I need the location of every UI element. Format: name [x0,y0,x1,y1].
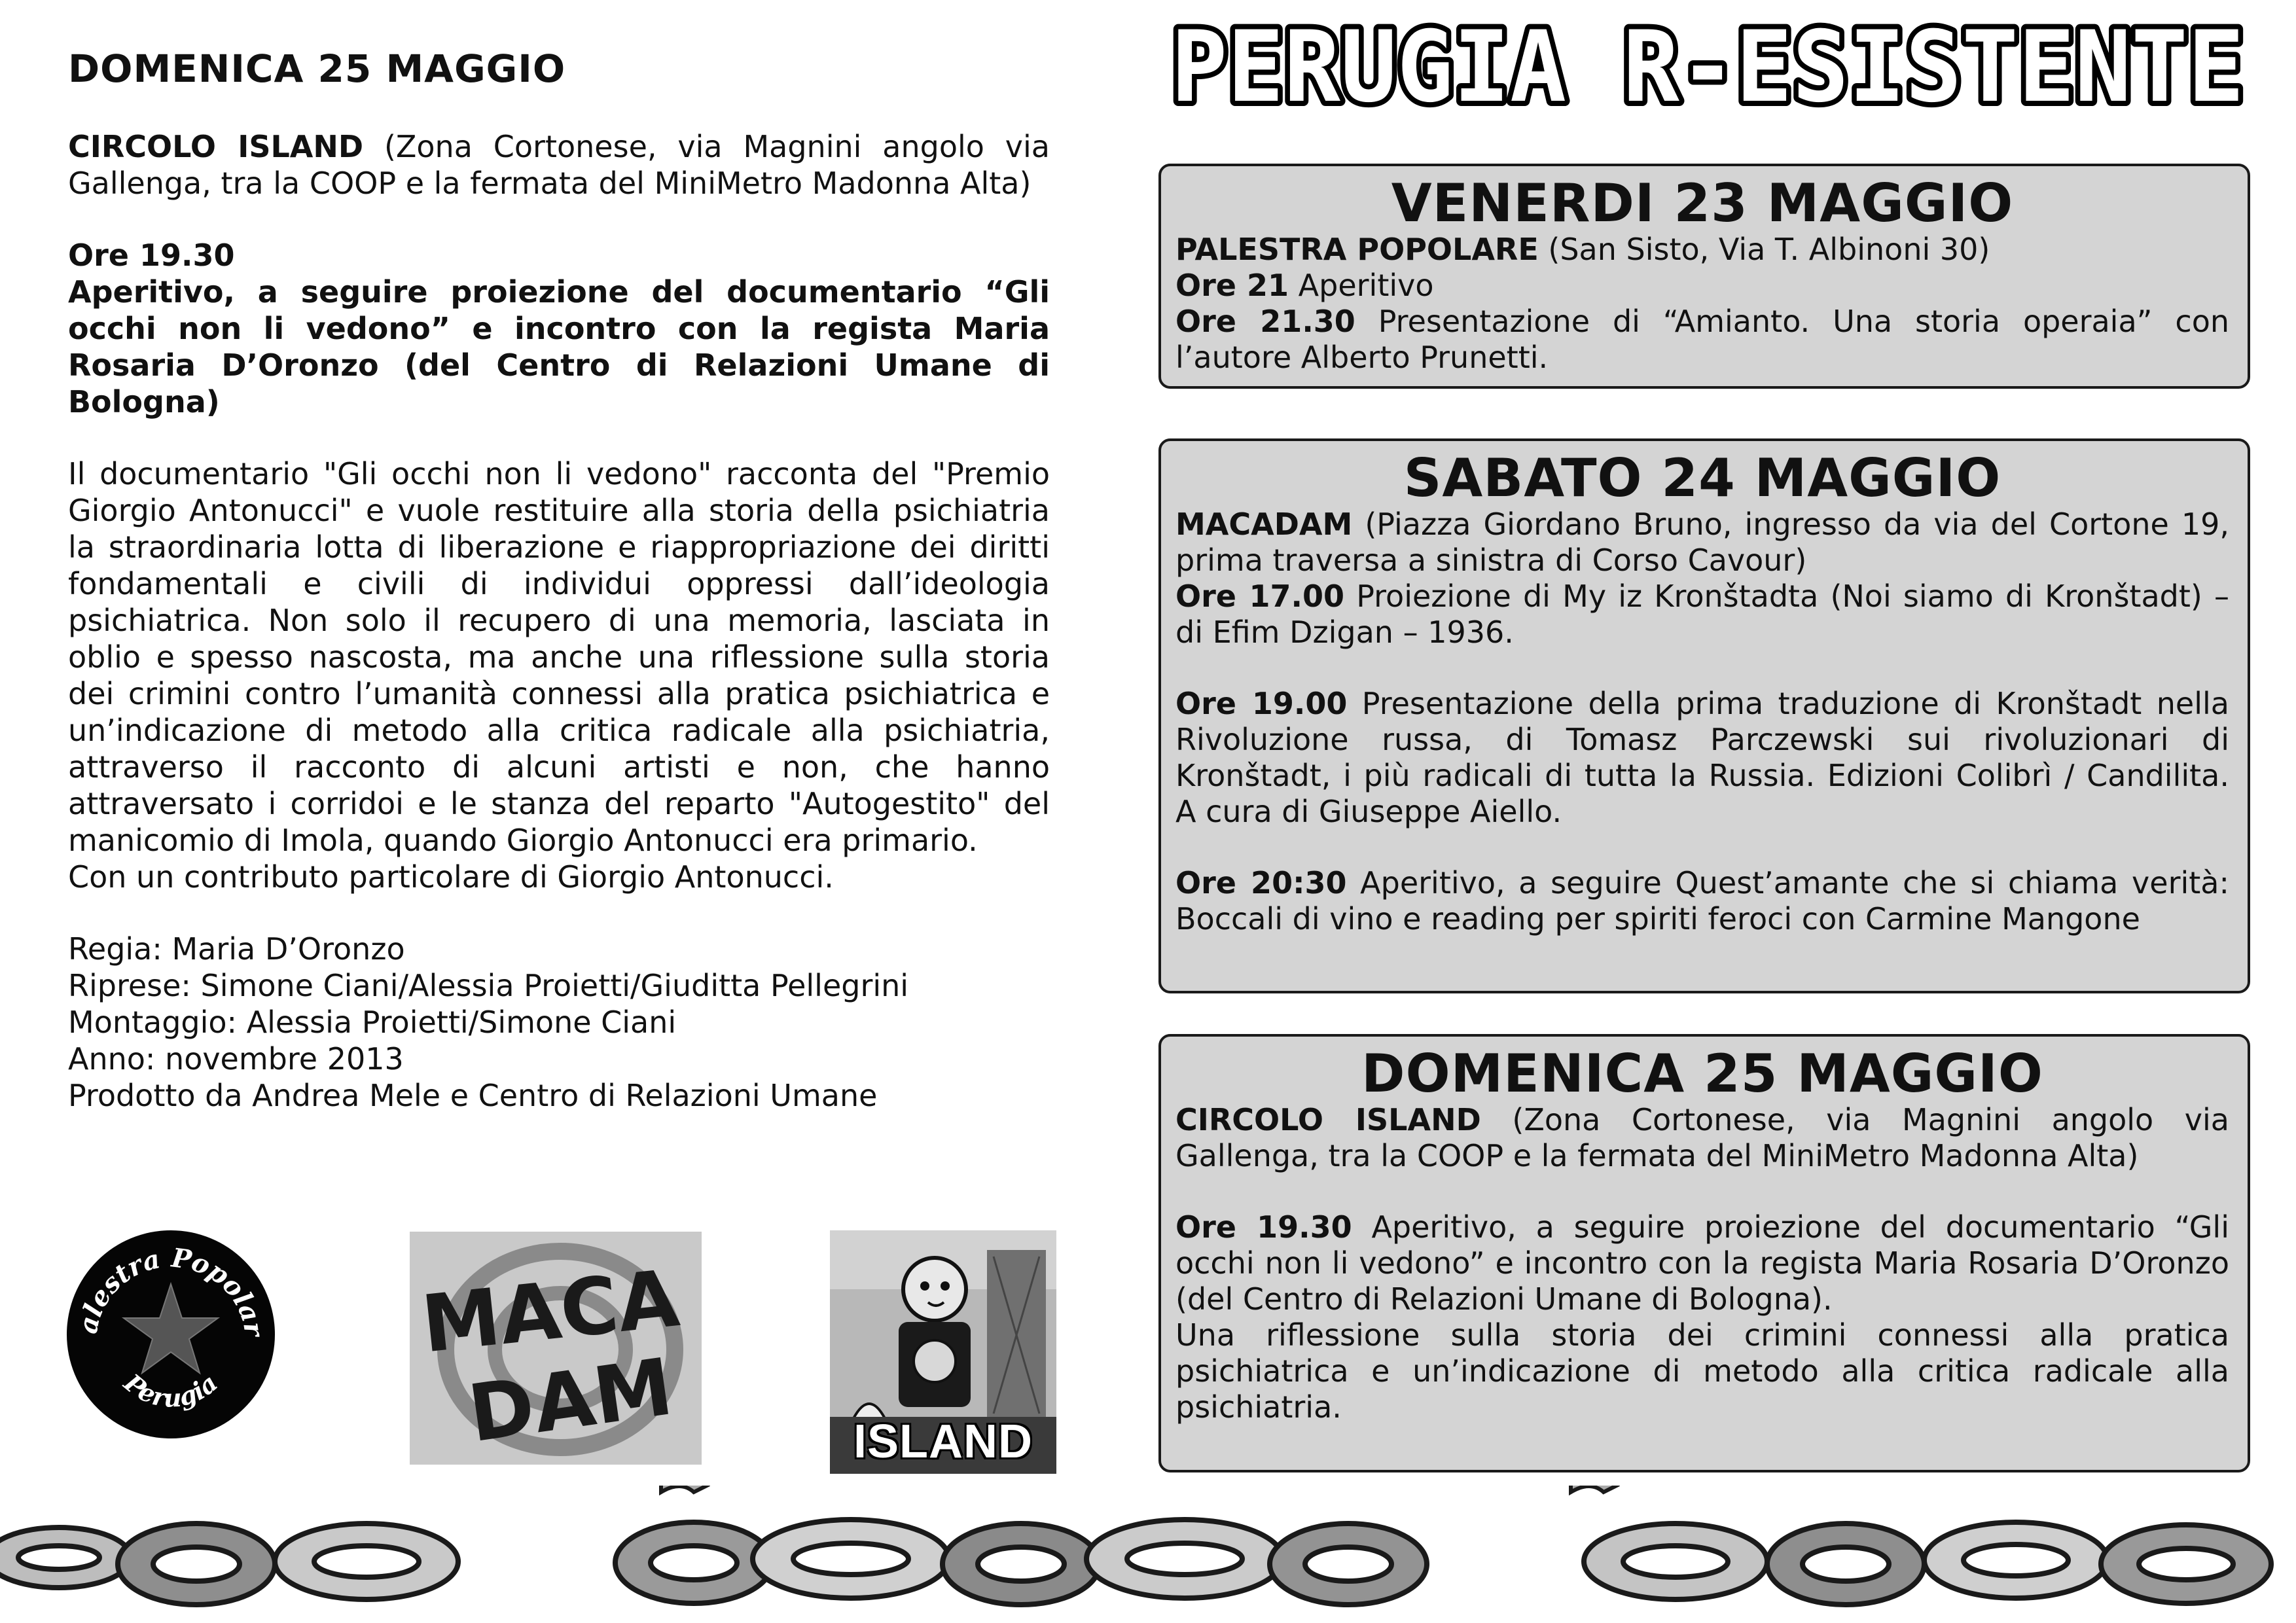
palestra-popolare-emblem [67,1230,275,1438]
sunday-venue-name: CIRCOLO ISLAND [1175,1102,1481,1137]
sunday-item-1 [1175,1209,2229,1317]
friday-venue-name: PALESTRA POPOLARE [1175,232,1539,267]
sunday-item-2: Una riflessione sulla storia dei crimini connessi alla pratica psichiatrica e un’indicazione di metodo alla critica radicale alla psichiatria. [1175,1317,2229,1425]
island-label: ISLAND [853,1416,1033,1468]
sunday-venue-details: (Zona Cortonese, via Magnini angolo via Gallenga, tra la COOP e la fermata del MiniMetro Madonna Alta) [1175,1102,2229,1173]
macadam-text-2: DAM [463,1342,678,1461]
broken-chain-decoration [0,1486,2296,1623]
venue-details: (Zona Cortonese, via Magnini angolo via Gallenga, tra la COOP e la fermata del MiniMetro Madonna Alta) [68,129,1050,201]
chain-link-icon [2101,1525,2271,1603]
chain-link-icon [1767,1524,1924,1605]
event-time [68,237,1050,274]
friday-event-1: Aperitivo [1289,268,1434,303]
sunday-event-box [1158,1034,2250,1472]
contribution-note: Con un contributo particolare di Giorgio Antonucci. [68,859,834,895]
left-column [68,46,1050,1114]
friday-event-2: Presentazione di “Amianto. Una storia operaia” con l’autore Alberto Prunetti. [1175,304,2229,375]
broken-link-fragment-icon [661,1486,707,1492]
sunday-title: DOMENICA 25 MAGGIO [1361,1043,2043,1104]
chain-link-icon [118,1524,275,1605]
chain-link-icon [0,1527,131,1588]
broken-link-fragment-icon [1571,1486,1617,1492]
saturday-event-3: Aperitivo, a seguire Quest’amante che si chiama verità: Boccali di vino e reading per spiriti feroci con Carmine Mangone [1175,865,2229,936]
saturday-venue [1175,507,2229,579]
chain-link-icon [615,1522,772,1603]
credit-line: Regia: Maria D’Oronzo [68,931,405,967]
chain-link-icon [1270,1524,1427,1605]
event-summary [68,274,1050,420]
event-summary-text: Aperitivo, a seguire proiezione del documentario “Gli occhi non li vedono” e incontro con la regista Maria Rosaria D’Oronzo (del Centro di Relazioni Umane di Bologna) [68,274,1050,419]
palestra-popolare-logo [67,1230,275,1438]
palestra-top-text: alestra Popolar [72,1242,270,1338]
friday-event-box [1158,164,2250,389]
saturday-item-3 [1175,865,2229,937]
friday-venue [1175,232,2229,268]
documentary-description: Il documentario "Gli occhi non li vedono" racconta del "Premio Giorgio Antonucci" e vuole restituire alla storia della psichiatria la straordinaria lotta di liberazione e riappropriazione dei diritti fondamentali e civili di individui oppressi dall’ideologia psichiatrica. Non solo il recupero di una memoria, lasciata in oblio e spesso nascosta, ma anche una riflessione sulla storia dei crimini contro l’umanità connessi alla pratica psichiatrica e un’indicazione di metodo alla critica radicale alla psichiatria, attraverso il racconto di alcuni artisti e non, che hanno attraversato i corridoi e le stanza del reparto "Autogestito" del manicomio di Imola, quando Giorgio Antonucci era primario. [68,456,1050,858]
saturday-time-3: Ore 20:30 [1175,865,1347,901]
sunday-time-1: Ore 19.30 [1175,1209,1352,1245]
credit-line: Anno: novembre 2013 [68,1041,404,1077]
star-icon [124,1284,218,1373]
saturday-item-1 [1175,579,2229,651]
macadam-logo [410,1232,702,1465]
sunday-venue [1175,1102,2229,1174]
friday-item-2 [1175,304,2229,376]
saturday-venue-details: (Piazza Giordano Bruno, ingresso da via del Cortone 19, prima traversa a sinistra di Corso Cavour) [1175,507,2229,578]
venue-paragraph [68,128,1050,202]
chain-link-icon [1086,1520,1283,1598]
title-banner [1162,17,2253,122]
island-logo [830,1230,1056,1474]
svg-text:Perugia [118,1367,223,1412]
friday-time-1: Ore 21 [1175,268,1289,303]
credits-list [68,931,1050,1114]
saturday-event-1: Proiezione di My iz Kronštadta (Noi siamo di Kronštadt) – di Efim Dzigan – 1936. [1175,579,2229,650]
chain-link-icon [753,1520,949,1598]
saturday-event-box [1158,438,2250,993]
venue-name: CIRCOLO ISLAND [68,129,364,164]
friday-venue-details: (San Sisto, Via T. Albinoni 30) [1538,232,1990,267]
saturday-event-2: Presentazione della prima traduzione di Kronštadt nella Rivoluzione russa, di Tomasz Parczewski sui rivoluzionari di Kronštadt, i più radicali di tutta la Russia. Edizioni Colibrì / Candilita. A cura di Giuseppe Aiello. [1175,686,2229,829]
chain-link-icon [1584,1524,1767,1599]
macadam-emblem [410,1232,702,1465]
left-heading: DOMENICA 25 MAGGIO [68,46,566,91]
sunday-event-1: Aperitivo, a seguire proiezione del documentario “Gli occhi non li vedono” e incontro con la regista Maria Rosaria D’Oronzo (del Centro di Relazioni Umane di Bologna). [1175,1209,2229,1317]
chain-link-icon [942,1524,1100,1605]
friday-time-2: Ore 21.30 [1175,304,1355,339]
event-time-label: Ore 19.30 [68,238,235,273]
macadam-text-1: MACA [418,1253,683,1371]
saturday-time-2: Ore 19.00 [1175,686,1348,721]
credit-line: Montaggio: Alessia Proietti/Simone Ciani [68,1005,677,1040]
chain-link-icon [275,1524,458,1599]
credit-line: Prodotto da Andrea Mele e Centro di Relazioni Umane [68,1078,878,1113]
friday-item-1 [1175,268,2229,304]
title-text: PERUGIA R-ESISTENTE [1171,17,2244,122]
saturday-venue-name: MACADAM [1175,507,1353,542]
saturday-item-2 [1175,686,2229,830]
chain-link-icon [1924,1522,2108,1598]
friday-title: VENERDI 23 MAGGIO [1391,173,2014,234]
credit-line: Riprese: Simone Ciani/Alessia Proietti/Giuditta Pellegrini [68,968,909,1003]
saturday-time-1: Ore 17.00 [1175,579,1345,614]
palestra-bottom-text: Perugia [118,1368,223,1413]
saturday-title: SABATO 24 MAGGIO [1403,448,2001,508]
